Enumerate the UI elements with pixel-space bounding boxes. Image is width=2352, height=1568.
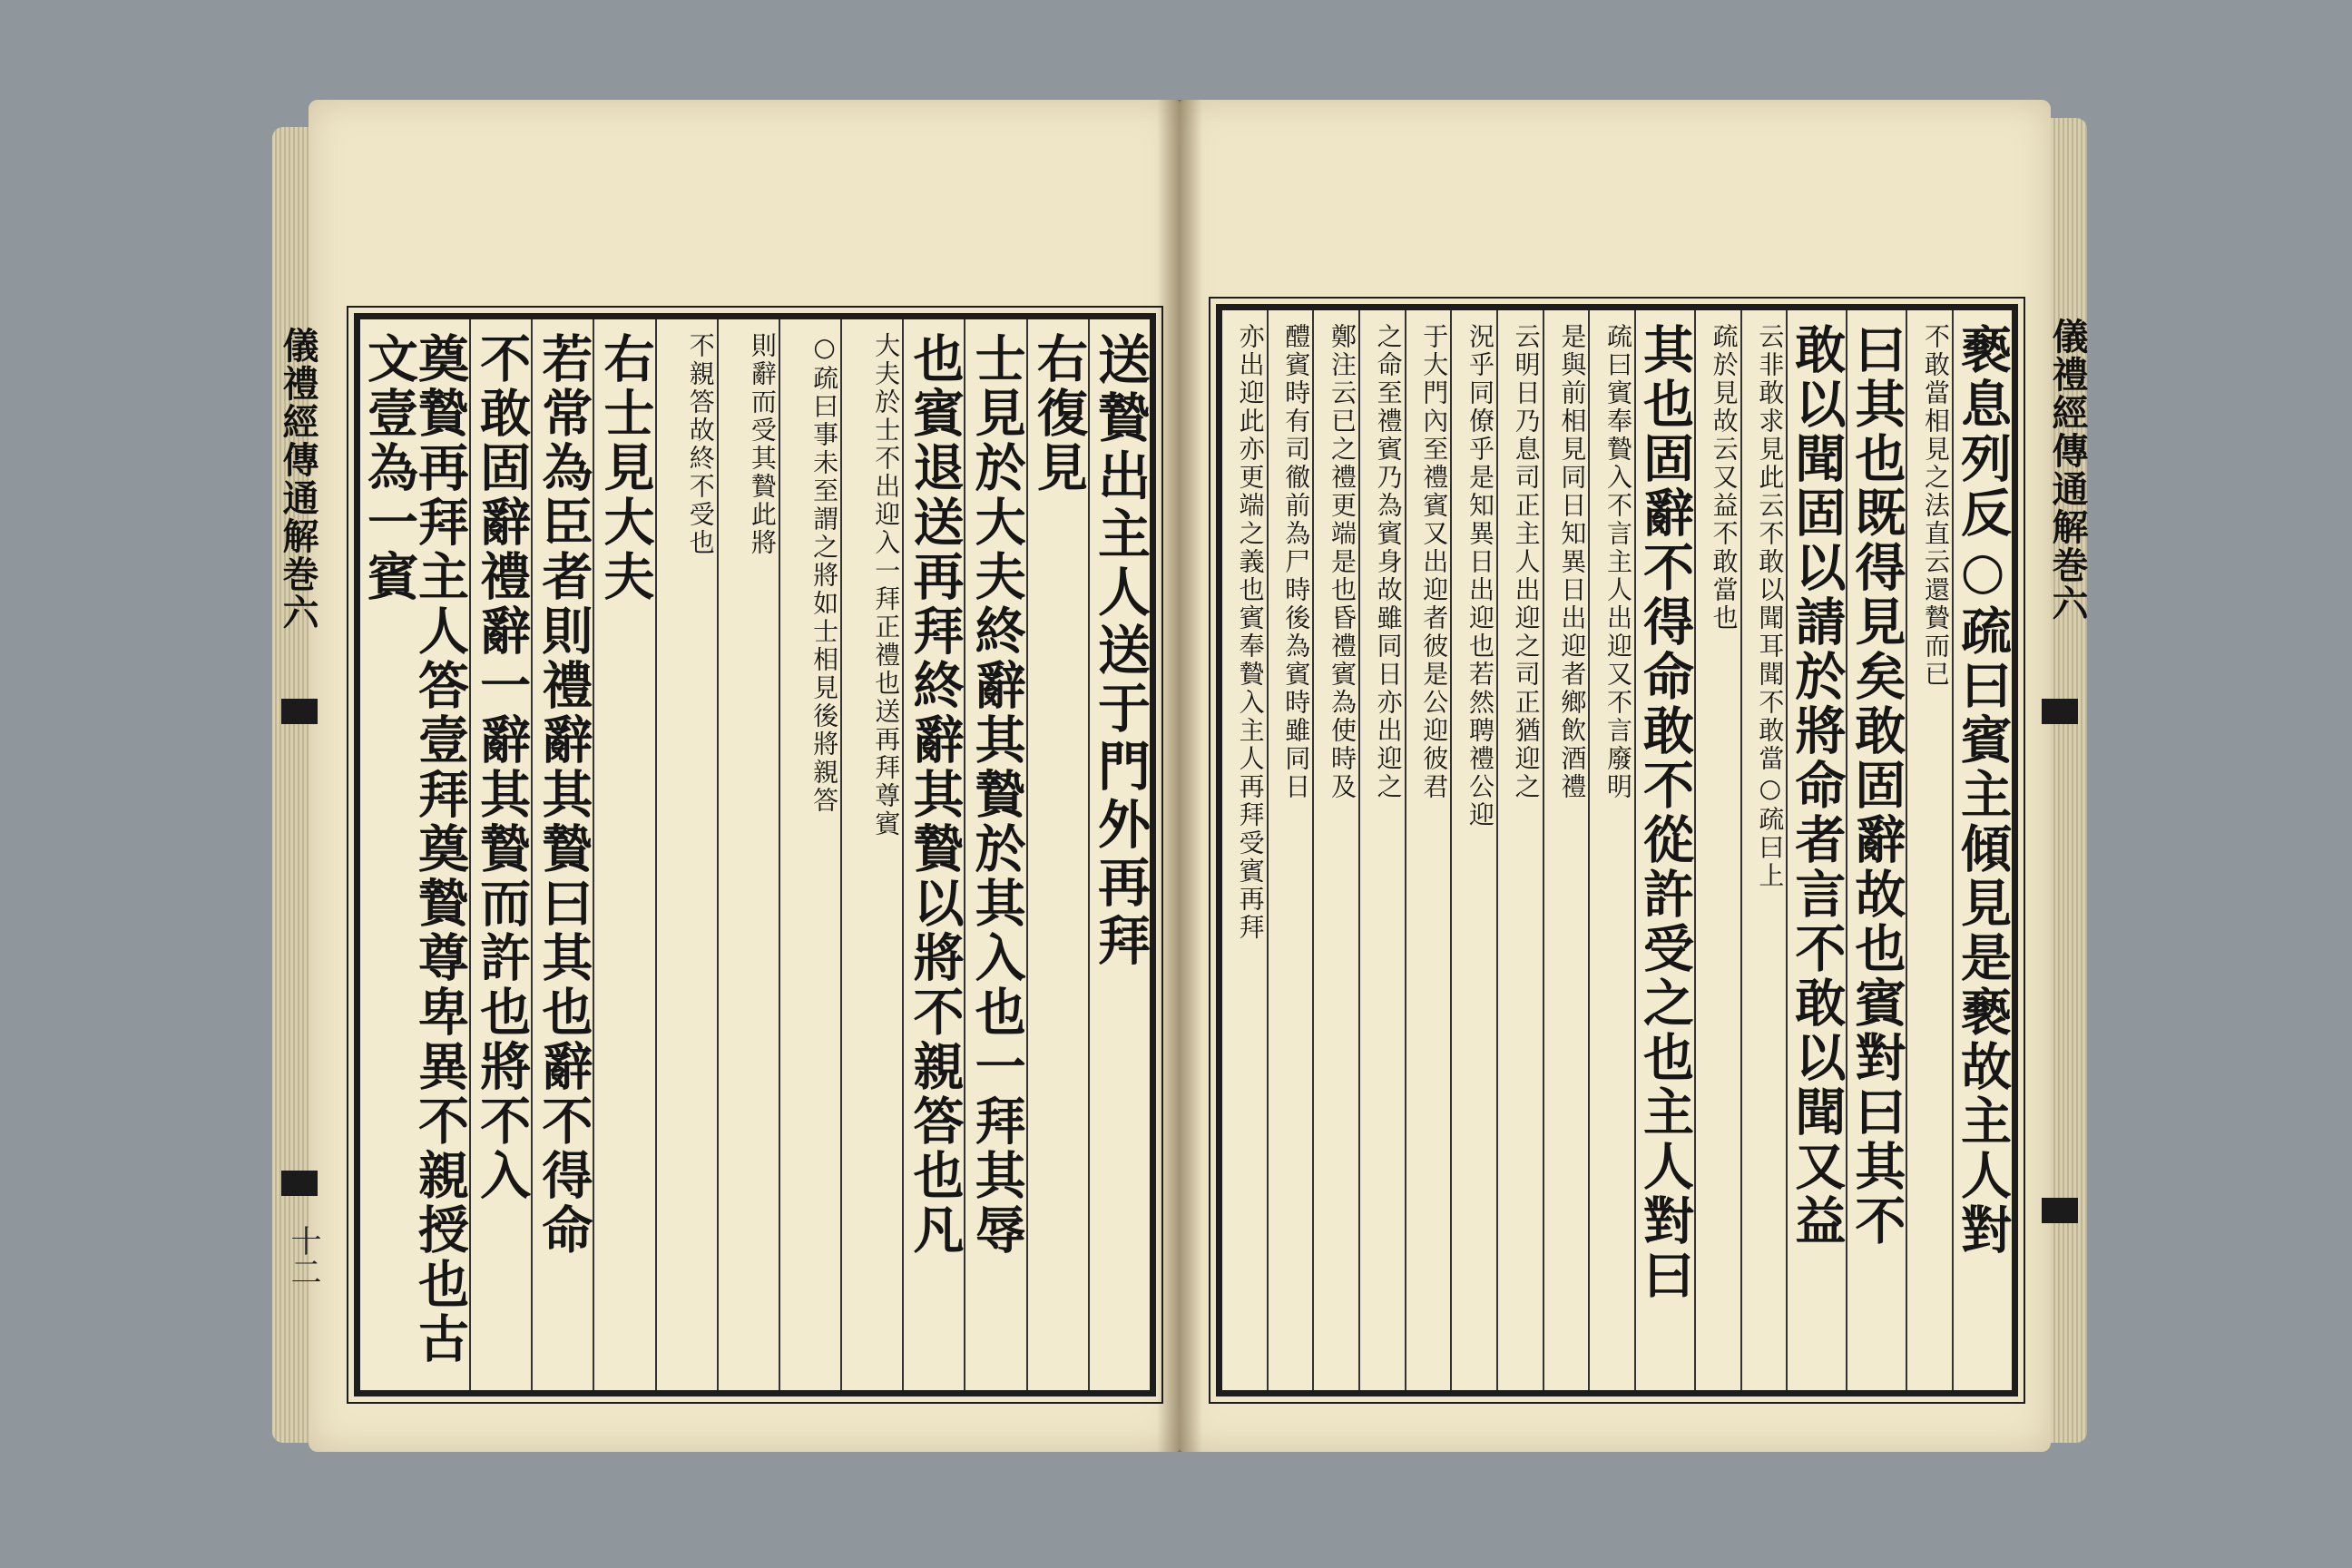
left-text-frame xyxy=(354,313,1156,1396)
text-column: 鄭注云已之禮更端是也昏禮賓為使時及 xyxy=(1312,310,1358,1390)
text-column: 疏於見故云又益不敢當也 xyxy=(1694,310,1740,1390)
text-column: 不敢當相見之法直云還贄而已 xyxy=(1906,310,1952,1390)
text-column: 送贄出主人送于門外再拜 xyxy=(1088,319,1150,1390)
left-columns xyxy=(360,319,1150,1390)
volume-label: 巻六 xyxy=(277,555,319,632)
page-number: 十二 xyxy=(285,1225,321,1287)
fishtail-mark xyxy=(281,1171,318,1196)
open-book xyxy=(272,100,2087,1470)
book-title: 儀禮經傳通解 xyxy=(2046,318,2089,546)
left-margin-title xyxy=(272,327,324,632)
text-column: 況乎同僚乎是知異日出迎也若然聘禮公迎 xyxy=(1450,310,1496,1390)
text-column: ○疏曰事未至謂之將如士相見後將親答 xyxy=(779,319,840,1390)
book-title: 儀禮經傳通解 xyxy=(277,327,319,555)
text-column: 于大門內至禮賓又出迎者彼是公迎彼君 xyxy=(1405,310,1451,1390)
text-column: 其也固辭不得命敢不從許受之也主人對曰 xyxy=(1634,310,1694,1390)
text-column: 亦出迎此亦更端之義也賓奉贄入主人再拜受賓再拜 xyxy=(1235,323,1266,942)
text-column: 敢以聞固以請於將命者言不敢以聞又益 xyxy=(1786,310,1846,1390)
right-text-frame xyxy=(1216,304,2018,1396)
text-column: 若常為臣者則禮辭其贄曰其也辭不得命 xyxy=(531,319,593,1390)
text-column: 右士見大夫 xyxy=(593,319,654,1390)
text-column: 云非敢求見此云不敢以聞耳聞不敢當○疏曰上 xyxy=(1740,310,1787,1390)
volume-label: 巻六 xyxy=(2046,546,2089,622)
book-gutter xyxy=(1157,100,1202,1452)
text-column: 是與前相見同日知異日出迎者鄉飲酒禮 xyxy=(1543,310,1589,1390)
text-column: 也賓退送再拜終辭其贄以將不親答也凡 xyxy=(902,319,964,1390)
text-column: 云明日乃息司正主人出迎之司正猶迎之 xyxy=(1496,310,1543,1390)
text-column: 疏曰賓奉贄入不言主人出迎又不言廢明 xyxy=(1588,310,1634,1390)
text-column: 則辭而受其贄此將 xyxy=(717,319,779,1390)
right-columns xyxy=(1222,310,2012,1390)
text-column: 不敢固辭禮辭一辭其贄而許也將不入 xyxy=(469,319,531,1390)
text-column: 士見於大夫終辭其贄於其入也一拜其辱 xyxy=(964,319,1025,1390)
text-column: 曰其也既得見矣敢固辭故也賓對曰其不 xyxy=(1846,310,1906,1390)
text-column: 大夫於士不出迎入一拜正禮也送再拜尊賓 xyxy=(840,319,902,1390)
text-column: 右復見 xyxy=(1026,319,1088,1390)
text-column: 之命至禮賓乃為賓身故雖同日亦出迎之 xyxy=(1358,310,1405,1390)
fishtail-mark xyxy=(281,699,318,724)
fishtail-mark xyxy=(2042,1198,2078,1223)
fishtail-mark xyxy=(2042,699,2078,724)
text-column: 褻息列反○疏曰賓主傾見是褻故主人對 xyxy=(1952,310,2012,1390)
right-margin-title xyxy=(2042,318,2093,622)
text-column: 奠贄再拜主人答壹拜奠贄尊卑異不親授也古文壹為一賓 xyxy=(358,332,470,1367)
text-column: 不親答故終不受也 xyxy=(655,319,717,1390)
text-column: 醴賓時有司徹前為尸時後為賓時雖同日 xyxy=(1267,310,1313,1390)
